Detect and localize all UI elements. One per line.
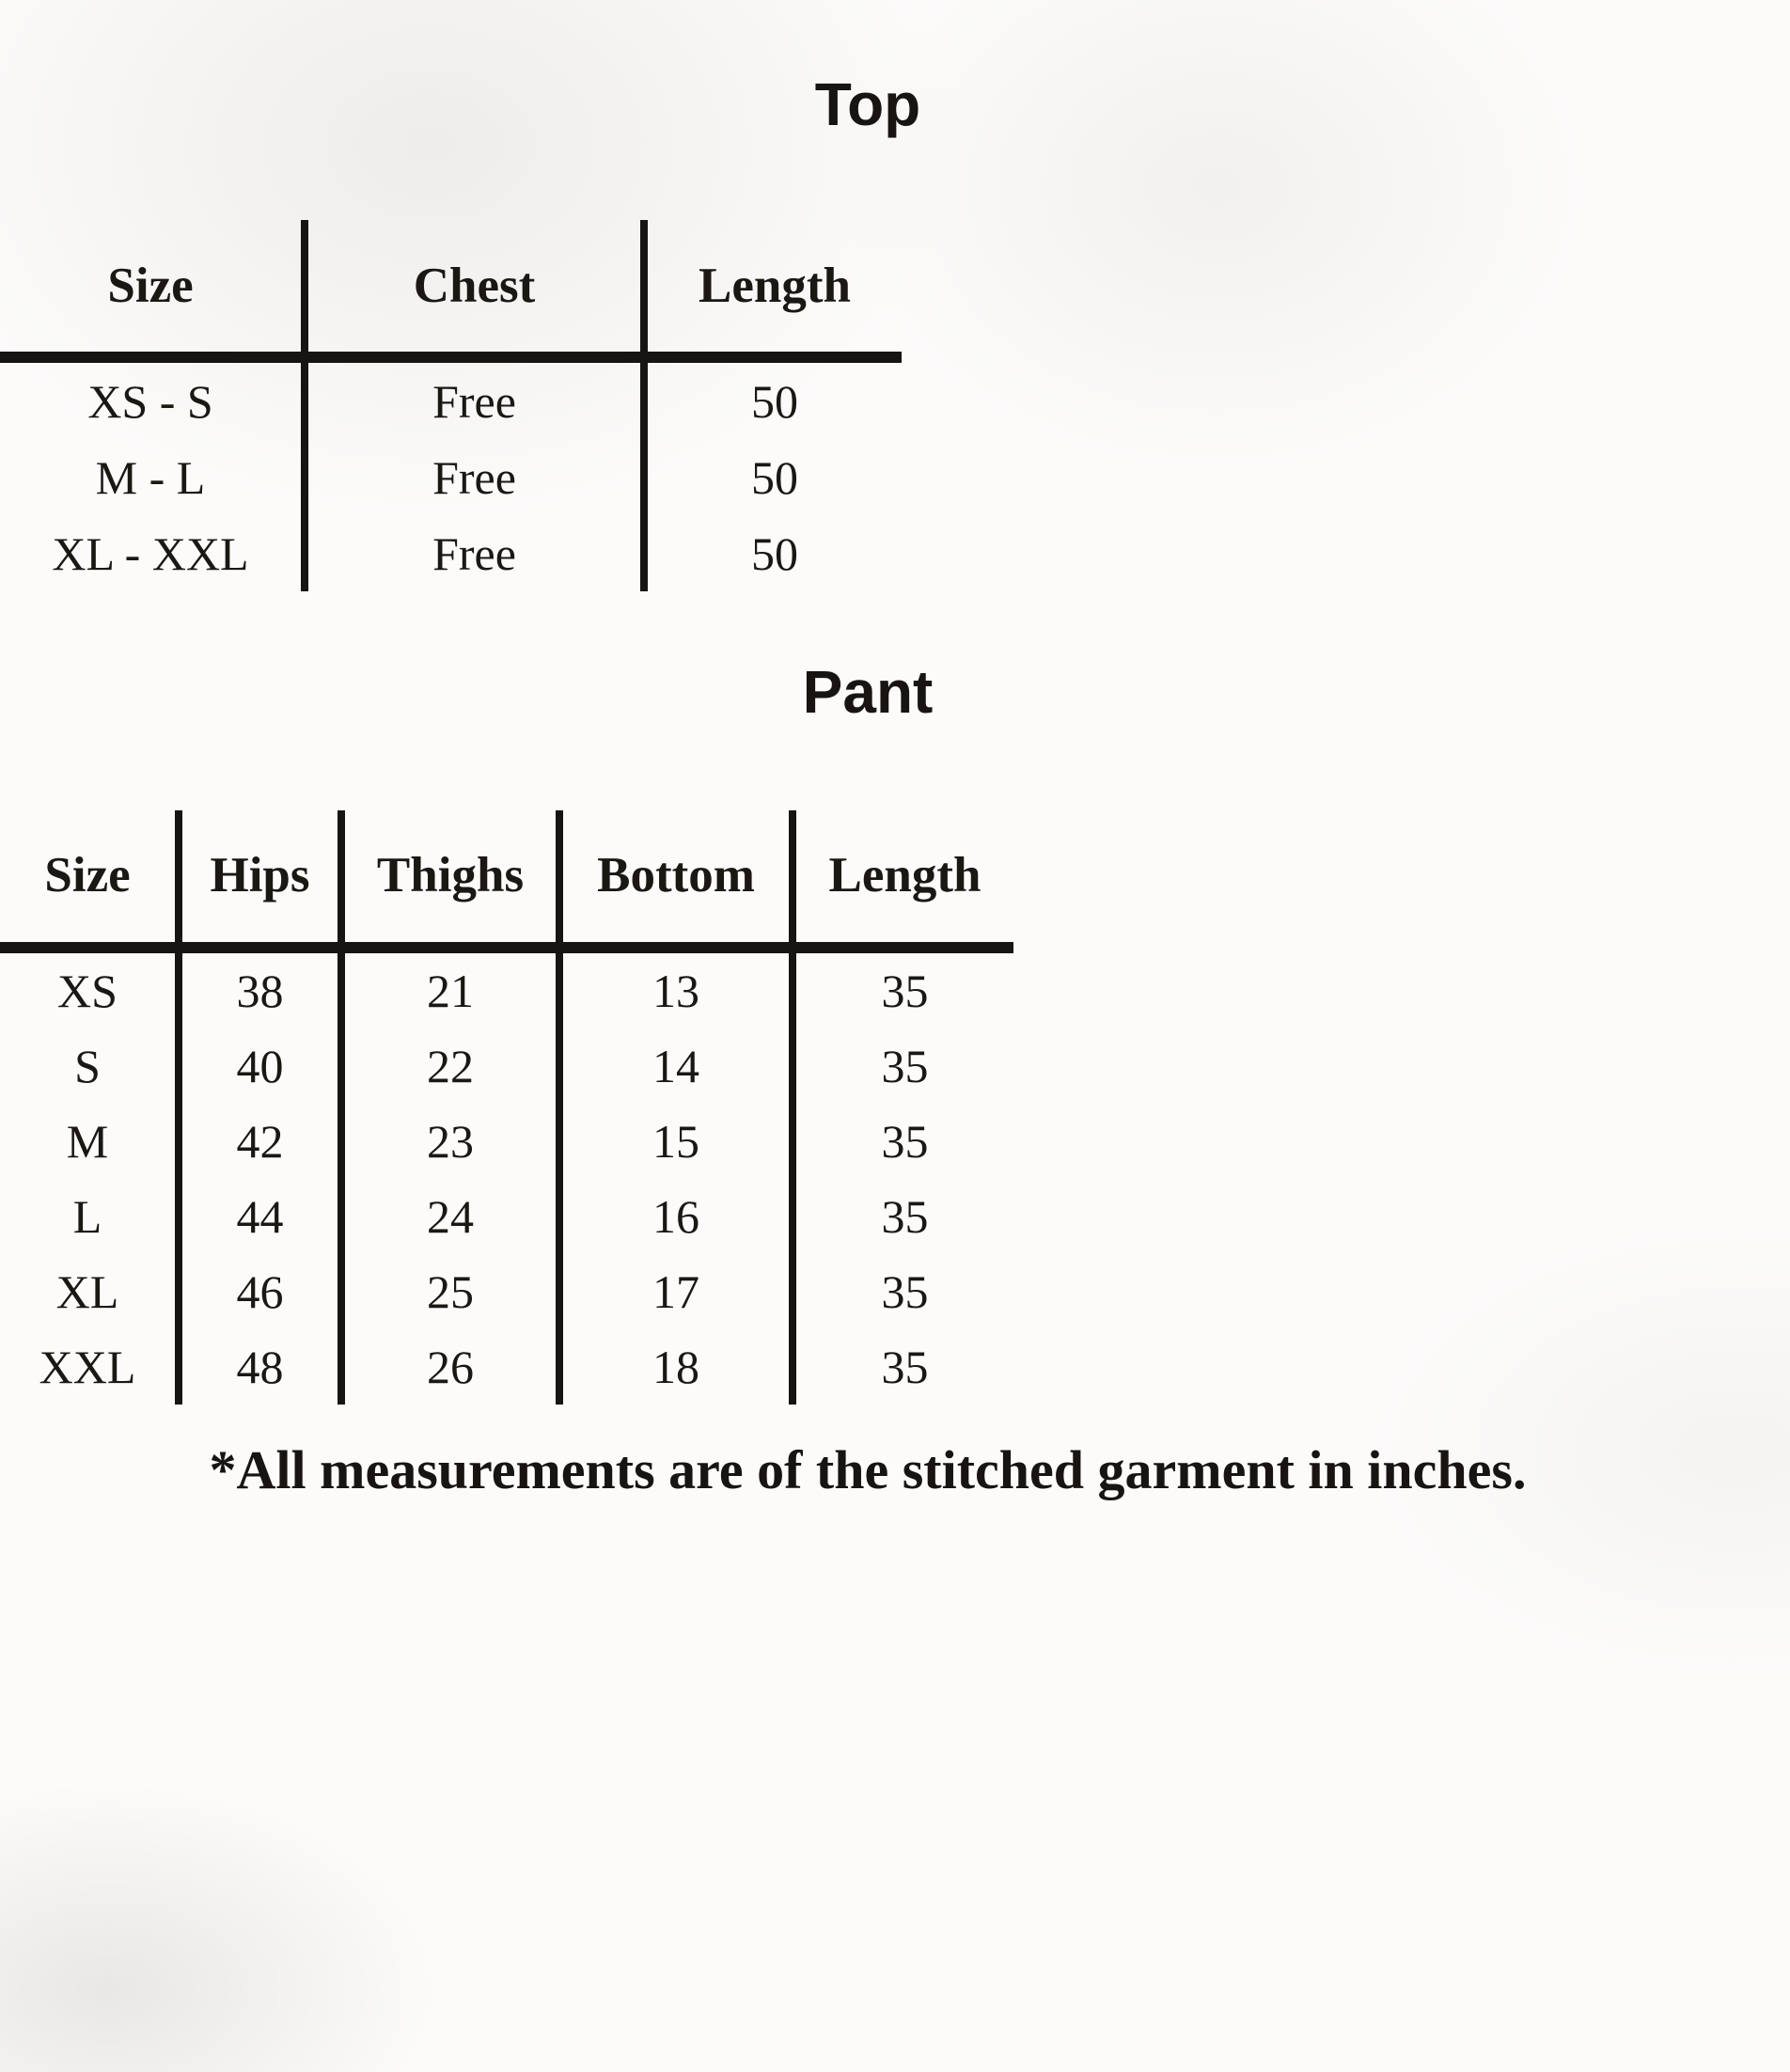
table-cell: Free [301,439,640,515]
table-cell: 50 [640,439,902,515]
table-cell: 16 [556,1179,789,1254]
table-cell: 26 [338,1329,556,1405]
top-size-table [0,220,1735,591]
table-cell: S [74,1039,101,1092]
table-cell: 38 [175,953,338,1028]
table-cell: XS - S [87,374,213,428]
table-cell: 35 [789,1329,1013,1405]
table-cell: 24 [338,1179,556,1254]
table-cell: XL - XXL [52,526,249,580]
table-cell: M - L [95,450,206,504]
table-cell: L [72,1189,102,1243]
top-header-chest: Chest [301,220,640,363]
pant-size-table [0,810,1735,1405]
table-cell: 40 [175,1028,338,1104]
pant-section-title: Pant [802,658,934,727]
table-cell: 18 [556,1329,789,1405]
pant-header-size: Size [0,810,175,953]
pant-header-thighs: Thighs [338,810,556,953]
table-cell: 50 [640,363,902,439]
table-cell: 23 [338,1104,556,1179]
table-cell: 35 [789,1179,1013,1254]
table-cell: 44 [175,1179,338,1254]
top-section-title: Top [814,71,921,138]
table-cell: XS [57,964,118,1017]
table-cell: XXL [39,1340,136,1393]
table-cell: 50 [640,515,902,591]
pant-header-hips: Hips [175,810,338,953]
table-cell: 35 [789,953,1013,1028]
table-cell: 48 [175,1329,338,1405]
table-cell: 46 [175,1254,338,1329]
top-header-length: Length [640,220,902,363]
measurement-footnote: *All measurements are of the stitched garment in inches. [209,1438,1527,1500]
table-cell: 13 [556,953,789,1028]
table-cell: Free [301,515,640,591]
top-header-size: Size [0,220,301,363]
table-cell: 14 [556,1028,789,1104]
table-cell: 35 [789,1104,1013,1179]
pant-header-length: Length [789,810,1013,953]
table-cell: 25 [338,1254,556,1329]
table-cell: 35 [789,1254,1013,1329]
table-cell: M [66,1114,109,1168]
table-cell: 17 [556,1254,789,1329]
table-cell: XL [55,1264,119,1318]
table-cell: 21 [338,953,556,1028]
table-cell: 35 [789,1028,1013,1104]
table-cell: 42 [175,1104,338,1179]
pant-header-bottom: Bottom [556,810,789,953]
table-cell: Free [301,363,640,439]
table-cell: 22 [338,1028,556,1104]
table-cell: 15 [556,1104,789,1179]
